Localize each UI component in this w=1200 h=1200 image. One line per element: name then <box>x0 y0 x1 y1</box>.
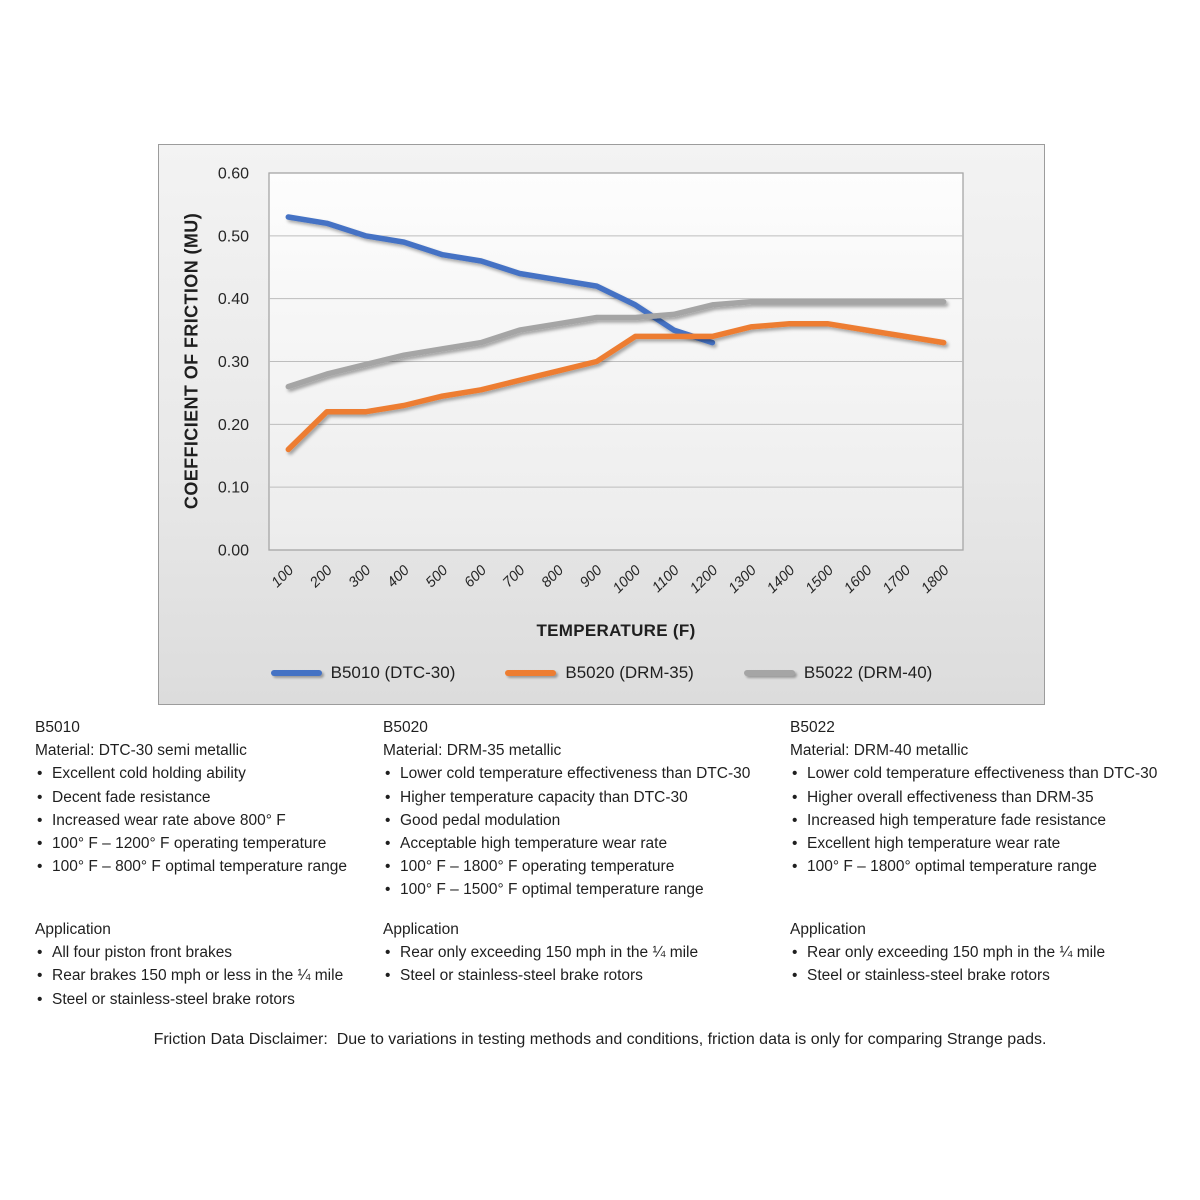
application-bullet: • Rear brakes 150 mph or less in the ¼ mile <box>35 964 380 987</box>
x-tick-label: 1500 <box>802 562 837 597</box>
spec-bullet: • Decent fade resistance <box>35 786 380 809</box>
x-tick-label: 1400 <box>764 562 799 597</box>
spec-material: Material: DTC-30 semi metallic <box>35 742 247 760</box>
x-tick-label: 1600 <box>841 562 876 597</box>
x-tick-label: 400 <box>384 562 413 591</box>
spec-column-b5010 <box>35 716 380 1008</box>
x-tick-label: 1100 <box>649 562 683 596</box>
y-tick-label: 0.30 <box>217 354 249 371</box>
x-tick-label: 1300 <box>725 562 760 597</box>
spec-bullet: • Excellent cold holding ability <box>35 762 380 785</box>
spec-bullet: • Higher overall effectiveness than DRM-35 <box>790 786 1195 809</box>
x-tick-label: 800 <box>538 562 568 591</box>
application-bullet: • Steel or stainless-steel brake rotors <box>790 964 1195 987</box>
spec-bullet: • Higher temperature capacity than DTC-30 <box>383 786 783 809</box>
application-bullet: • Steel or stainless-steel brake rotors <box>383 964 783 987</box>
friction-chart <box>158 144 1045 705</box>
application-title: Application <box>35 921 111 938</box>
application-block <box>35 918 380 1011</box>
application-title: Application <box>383 921 459 938</box>
spec-bullet: • 100° F – 1800° optimal temperature range <box>790 855 1195 878</box>
x-tick-label: 100 <box>268 562 298 591</box>
spec-bullet: • Acceptable high temperature wear rate <box>383 832 783 855</box>
y-axis-title: COEFFICIENT OF FRICTION (MU) <box>181 212 202 510</box>
x-tick-label: 300 <box>345 562 375 591</box>
spec-title: B5022 <box>790 719 835 736</box>
legend-swatch-b5022 <box>744 670 795 676</box>
spec-bullet: • 100° F – 1500° F optimal temperature range <box>383 878 783 901</box>
chart-legend <box>159 663 1044 683</box>
x-tick-label: 1700 <box>879 562 915 597</box>
application-bullet: • Steel or stainless-steel brake rotors <box>35 988 380 1011</box>
x-tick-label: 1200 <box>687 562 722 597</box>
y-tick-label: 0.40 <box>217 291 249 309</box>
spec-bullet: • Excellent high temperature wear rate <box>790 832 1195 855</box>
x-tick-label: 1000 <box>609 562 645 597</box>
application-block <box>790 918 1195 988</box>
legend-item-b5010 <box>271 663 456 683</box>
spec-title: B5010 <box>35 719 80 736</box>
spec-bullet: • 100° F – 800° F optimal temperature range <box>35 855 380 878</box>
application-bullet: • Rear only exceeding 150 mph in the ¼ mile <box>790 941 1195 964</box>
spec-bullet: • Increased high temperature fade resistance <box>790 809 1195 832</box>
x-axis-title: TEMPERATURE (F) <box>536 621 696 640</box>
friction-data-disclaimer: Friction Data Disclaimer: Due to variations in testing methods and conditions, friction data is only for comparing Strange pads. <box>153 1031 1047 1048</box>
application-bullet: • All four piston front brakes <box>35 941 380 964</box>
y-tick-label: 0.50 <box>217 228 249 246</box>
spec-column-b5022 <box>790 716 1195 985</box>
spec-column-b5020 <box>383 716 783 985</box>
application-title: Application <box>790 921 866 938</box>
x-tick-label: 700 <box>500 562 529 591</box>
legend-item-b5020 <box>505 663 694 683</box>
y-tick-label: 0.10 <box>217 479 249 497</box>
legend-item-b5022 <box>744 663 933 683</box>
x-tick-label: 500 <box>422 562 452 591</box>
legend-swatch-b5020 <box>505 670 556 676</box>
spec-bullet: • Lower cold temperature effectiveness than DTC-30 <box>790 762 1195 785</box>
spec-bullet: • Increased wear rate above 800° F <box>35 809 380 832</box>
x-tick-label: 1800 <box>918 562 953 597</box>
legend-label: B5022 (DRM-40) <box>803 663 933 682</box>
x-tick-label: 600 <box>461 562 490 591</box>
spec-material: Material: DRM-40 metallic <box>790 742 969 760</box>
x-tick-label: 200 <box>307 562 336 591</box>
spec-bullet: • Lower cold temperature effectiveness than DTC-30 <box>383 762 783 785</box>
legend-label: B5020 (DRM-35) <box>565 663 694 682</box>
y-tick-label: 0.20 <box>217 416 249 434</box>
y-tick-label: 0.60 <box>217 165 249 183</box>
spec-bullet: • Good pedal modulation <box>383 809 783 832</box>
spec-material: Material: DRM-35 metallic <box>383 742 562 760</box>
spec-bullet: • 100° F – 1800° F operating temperature <box>383 855 783 878</box>
spec-title: B5020 <box>383 719 428 736</box>
application-bullet: • Rear only exceeding 150 mph in the ¼ mile <box>383 941 783 964</box>
y-tick-label: 0.00 <box>217 542 249 560</box>
application-block <box>383 918 783 988</box>
legend-swatch-b5010 <box>271 670 322 676</box>
spec-bullet: • 100° F – 1200° F operating temperature <box>35 832 380 855</box>
x-tick-label: 900 <box>577 562 606 591</box>
legend-label: B5010 (DTC-30) <box>330 663 456 682</box>
